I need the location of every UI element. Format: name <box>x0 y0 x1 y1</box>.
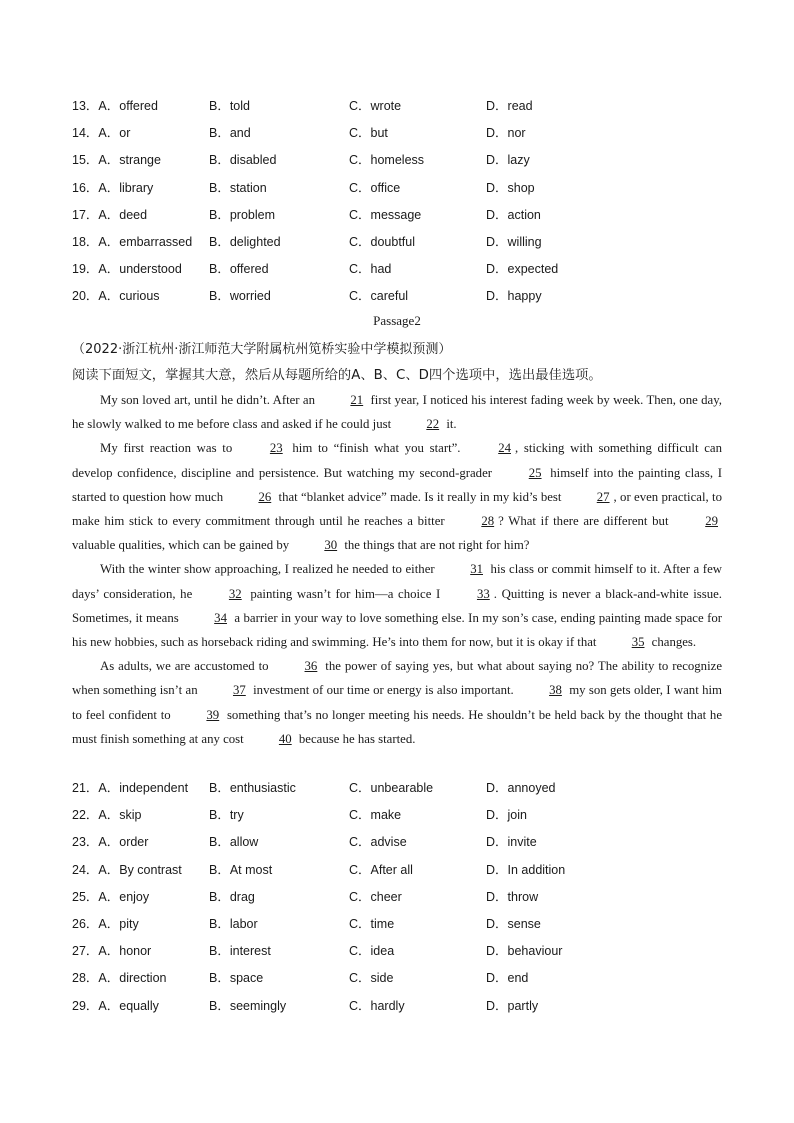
option-d: D．expected <box>486 262 559 277</box>
options-list-top <box>72 96 752 314</box>
option-b: B．station <box>209 180 267 195</box>
option-c: C．careful <box>349 289 409 304</box>
option-a: 29．A．equally <box>72 998 159 1013</box>
option-c: C．doubtful <box>349 234 416 249</box>
option-c: C．After all <box>349 862 413 877</box>
blank-21: 21 <box>350 393 364 407</box>
instruction-line: 阅读下面短文，掌握其大意，然后从每题所给的A、B、C、D四个选项中，选出最佳选项。 <box>72 368 602 383</box>
option-b: B．drag <box>209 889 255 904</box>
option-d: D．nor <box>486 126 526 141</box>
option-row <box>72 860 752 887</box>
blank-27: 27 <box>596 489 610 504</box>
option-d: D．throw <box>486 889 539 904</box>
option-b: B．interest <box>209 944 271 959</box>
option-b: B．seemingly <box>209 998 287 1013</box>
option-d: D．action <box>486 207 541 222</box>
option-d: D．end <box>486 971 529 986</box>
option-row <box>72 286 752 313</box>
option-b: B．space <box>209 971 264 986</box>
option-d: D．lazy <box>486 153 530 168</box>
option-a: 28．A．direction <box>72 971 167 986</box>
option-a: 25．A．enjoy <box>72 889 150 904</box>
option-row <box>72 805 752 832</box>
source-line: （2022·浙江杭州·浙江师范大学附属杭州笕桥实验中学模拟预测） <box>72 342 452 357</box>
blank-32: 32 <box>228 586 242 601</box>
blank-24: 24 <box>498 441 511 456</box>
option-d: D．behaviour <box>486 944 563 959</box>
option-c: C．side <box>349 971 394 986</box>
option-b: B．At most <box>209 862 273 877</box>
option-row <box>72 178 752 205</box>
option-a: 14．A．or <box>72 126 131 141</box>
option-c: C．hardly <box>349 998 405 1013</box>
option-d: D．join <box>486 808 527 823</box>
option-d: D．sense <box>486 916 541 931</box>
option-row <box>72 996 752 1023</box>
blank-25: 25 <box>528 465 542 480</box>
option-b: B．disabled <box>209 153 277 168</box>
passage-title: Passage2 <box>373 313 421 328</box>
option-a: 18．A．embarrassed <box>72 234 193 249</box>
option-row <box>72 150 752 177</box>
option-c: C．advise <box>349 835 407 850</box>
option-row <box>72 887 752 914</box>
option-row <box>72 968 752 995</box>
option-row <box>72 96 752 123</box>
option-c: C．unbearable <box>349 781 434 795</box>
option-b: B．delighted <box>209 234 281 249</box>
option-a: 16．A．library <box>72 180 154 195</box>
option-b: B．problem <box>209 207 275 222</box>
option-c: C．idea <box>349 944 395 959</box>
passage-paragraph: My first reaction was to 23 him to “finish what you start”. 24 , sticking with something difficult can develop confidence, discipline and persistence. But watching my second-grader 25 himself into the painting class, I started to question how much 26 that “blanket advice” made. Is it really in my kid’s best 27 , or even practical, to make him stick to every commitment through until he reaches a bitter 28 ? What if there are different but 29 valuable qualities, which can be gained by 30 the things that are not right for him? <box>72 436 722 557</box>
option-a: 19．A．understood <box>72 262 182 277</box>
blank-34: 34 <box>214 610 227 625</box>
option-b: B．offered <box>209 262 269 277</box>
option-d: D．partly <box>486 998 539 1013</box>
option-row <box>72 832 752 859</box>
blank-28: 28 <box>481 514 495 529</box>
option-d: D．happy <box>486 289 542 304</box>
option-b: B．try <box>209 808 244 823</box>
option-d: D．shop <box>486 180 535 195</box>
option-d: D．read <box>486 99 533 113</box>
option-b: B．enthusiastic <box>209 781 296 795</box>
blank-33: 33 <box>476 586 490 601</box>
option-c: C．cheer <box>349 889 402 904</box>
option-b: B．told <box>209 99 250 113</box>
option-a: 15．A．strange <box>72 153 161 168</box>
option-row <box>72 205 752 232</box>
blank-26: 26 <box>258 489 272 504</box>
passage-text <box>72 388 722 751</box>
option-a: 24．A．By contrast <box>72 862 182 877</box>
option-c: C．office <box>349 180 401 195</box>
blank-22: 22 <box>426 417 440 432</box>
option-c: C．make <box>349 808 402 823</box>
option-a: 17．A．deed <box>72 207 148 222</box>
options-list-bottom <box>72 778 752 1023</box>
option-c: C．time <box>349 916 395 931</box>
blank-36: 36 <box>304 659 318 674</box>
blank-29: 29 <box>705 514 718 529</box>
option-c: C．homeless <box>349 153 425 168</box>
option-row <box>72 123 752 150</box>
passage-paragraph: As adults, we are accustomed to 36 the power of saying yes, but what about saying no? The ability to recognize when something isn’t an 37 investment of our time or energy is also important. 38 my son gets older, I want him to feel confident to 39 something that’s no longer meeting his needs. He shouldn’t be held back by the thought that he must finish something at any cost 40 because he has started. <box>72 654 722 751</box>
passage-paragraph: With the winter show approaching, I realized he needed to either 31 his class or commit himself to it. After a few days’ consideration, he 32 painting wasn’t for him—a choice I 33 . Quitting is never a black-and-white issue. Sometimes, it means 34 a barrier in your way to love something else. In my son’s case, ending painting made space for his new hobbies, such as horseback riding and swimming. He’s into them for now, but it is okay if that 35 changes. <box>72 557 722 654</box>
passage-paragraph: My son loved art, until he didn’t. After an 21 first year, I noticed his interest fading week by week. Then, one day, he slowly walked to me before class and asked if he could just 22 it. <box>72 388 722 436</box>
option-row <box>72 778 752 805</box>
option-c: C．had <box>349 262 392 277</box>
blank-31: 31 <box>470 562 483 577</box>
option-row <box>72 914 752 941</box>
option-b: B．allow <box>209 835 259 850</box>
option-d: D．invite <box>486 835 537 850</box>
blank-23: 23 <box>269 441 283 456</box>
option-b: B．labor <box>209 916 258 931</box>
option-a: 13．A．offered <box>72 99 158 113</box>
option-c: C．but <box>349 126 388 141</box>
option-a: 21．A．independent <box>72 781 189 795</box>
option-b: B．worried <box>209 289 271 304</box>
blank-37: 37 <box>232 683 246 698</box>
option-row <box>72 232 752 259</box>
option-a: 20．A．curious <box>72 289 160 304</box>
blank-40: 40 <box>278 731 292 746</box>
option-c: C．message <box>349 207 422 222</box>
option-row <box>72 259 752 286</box>
option-a: 26．A．pity <box>72 916 139 931</box>
option-a: 22．A．skip <box>72 808 142 823</box>
option-a: 27．A．honor <box>72 944 152 959</box>
blank-30: 30 <box>324 538 338 553</box>
blank-35: 35 <box>631 635 645 650</box>
option-b: B．and <box>209 126 251 141</box>
option-d: D．annoyed <box>486 781 556 795</box>
option-d: D．willing <box>486 234 542 249</box>
option-row <box>72 941 752 968</box>
option-a: 23．A．order <box>72 835 149 850</box>
blank-38: 38 <box>549 683 562 698</box>
blank-39: 39 <box>206 707 220 722</box>
option-d: D．In addition <box>486 862 566 877</box>
option-c: C．wrote <box>349 99 402 113</box>
